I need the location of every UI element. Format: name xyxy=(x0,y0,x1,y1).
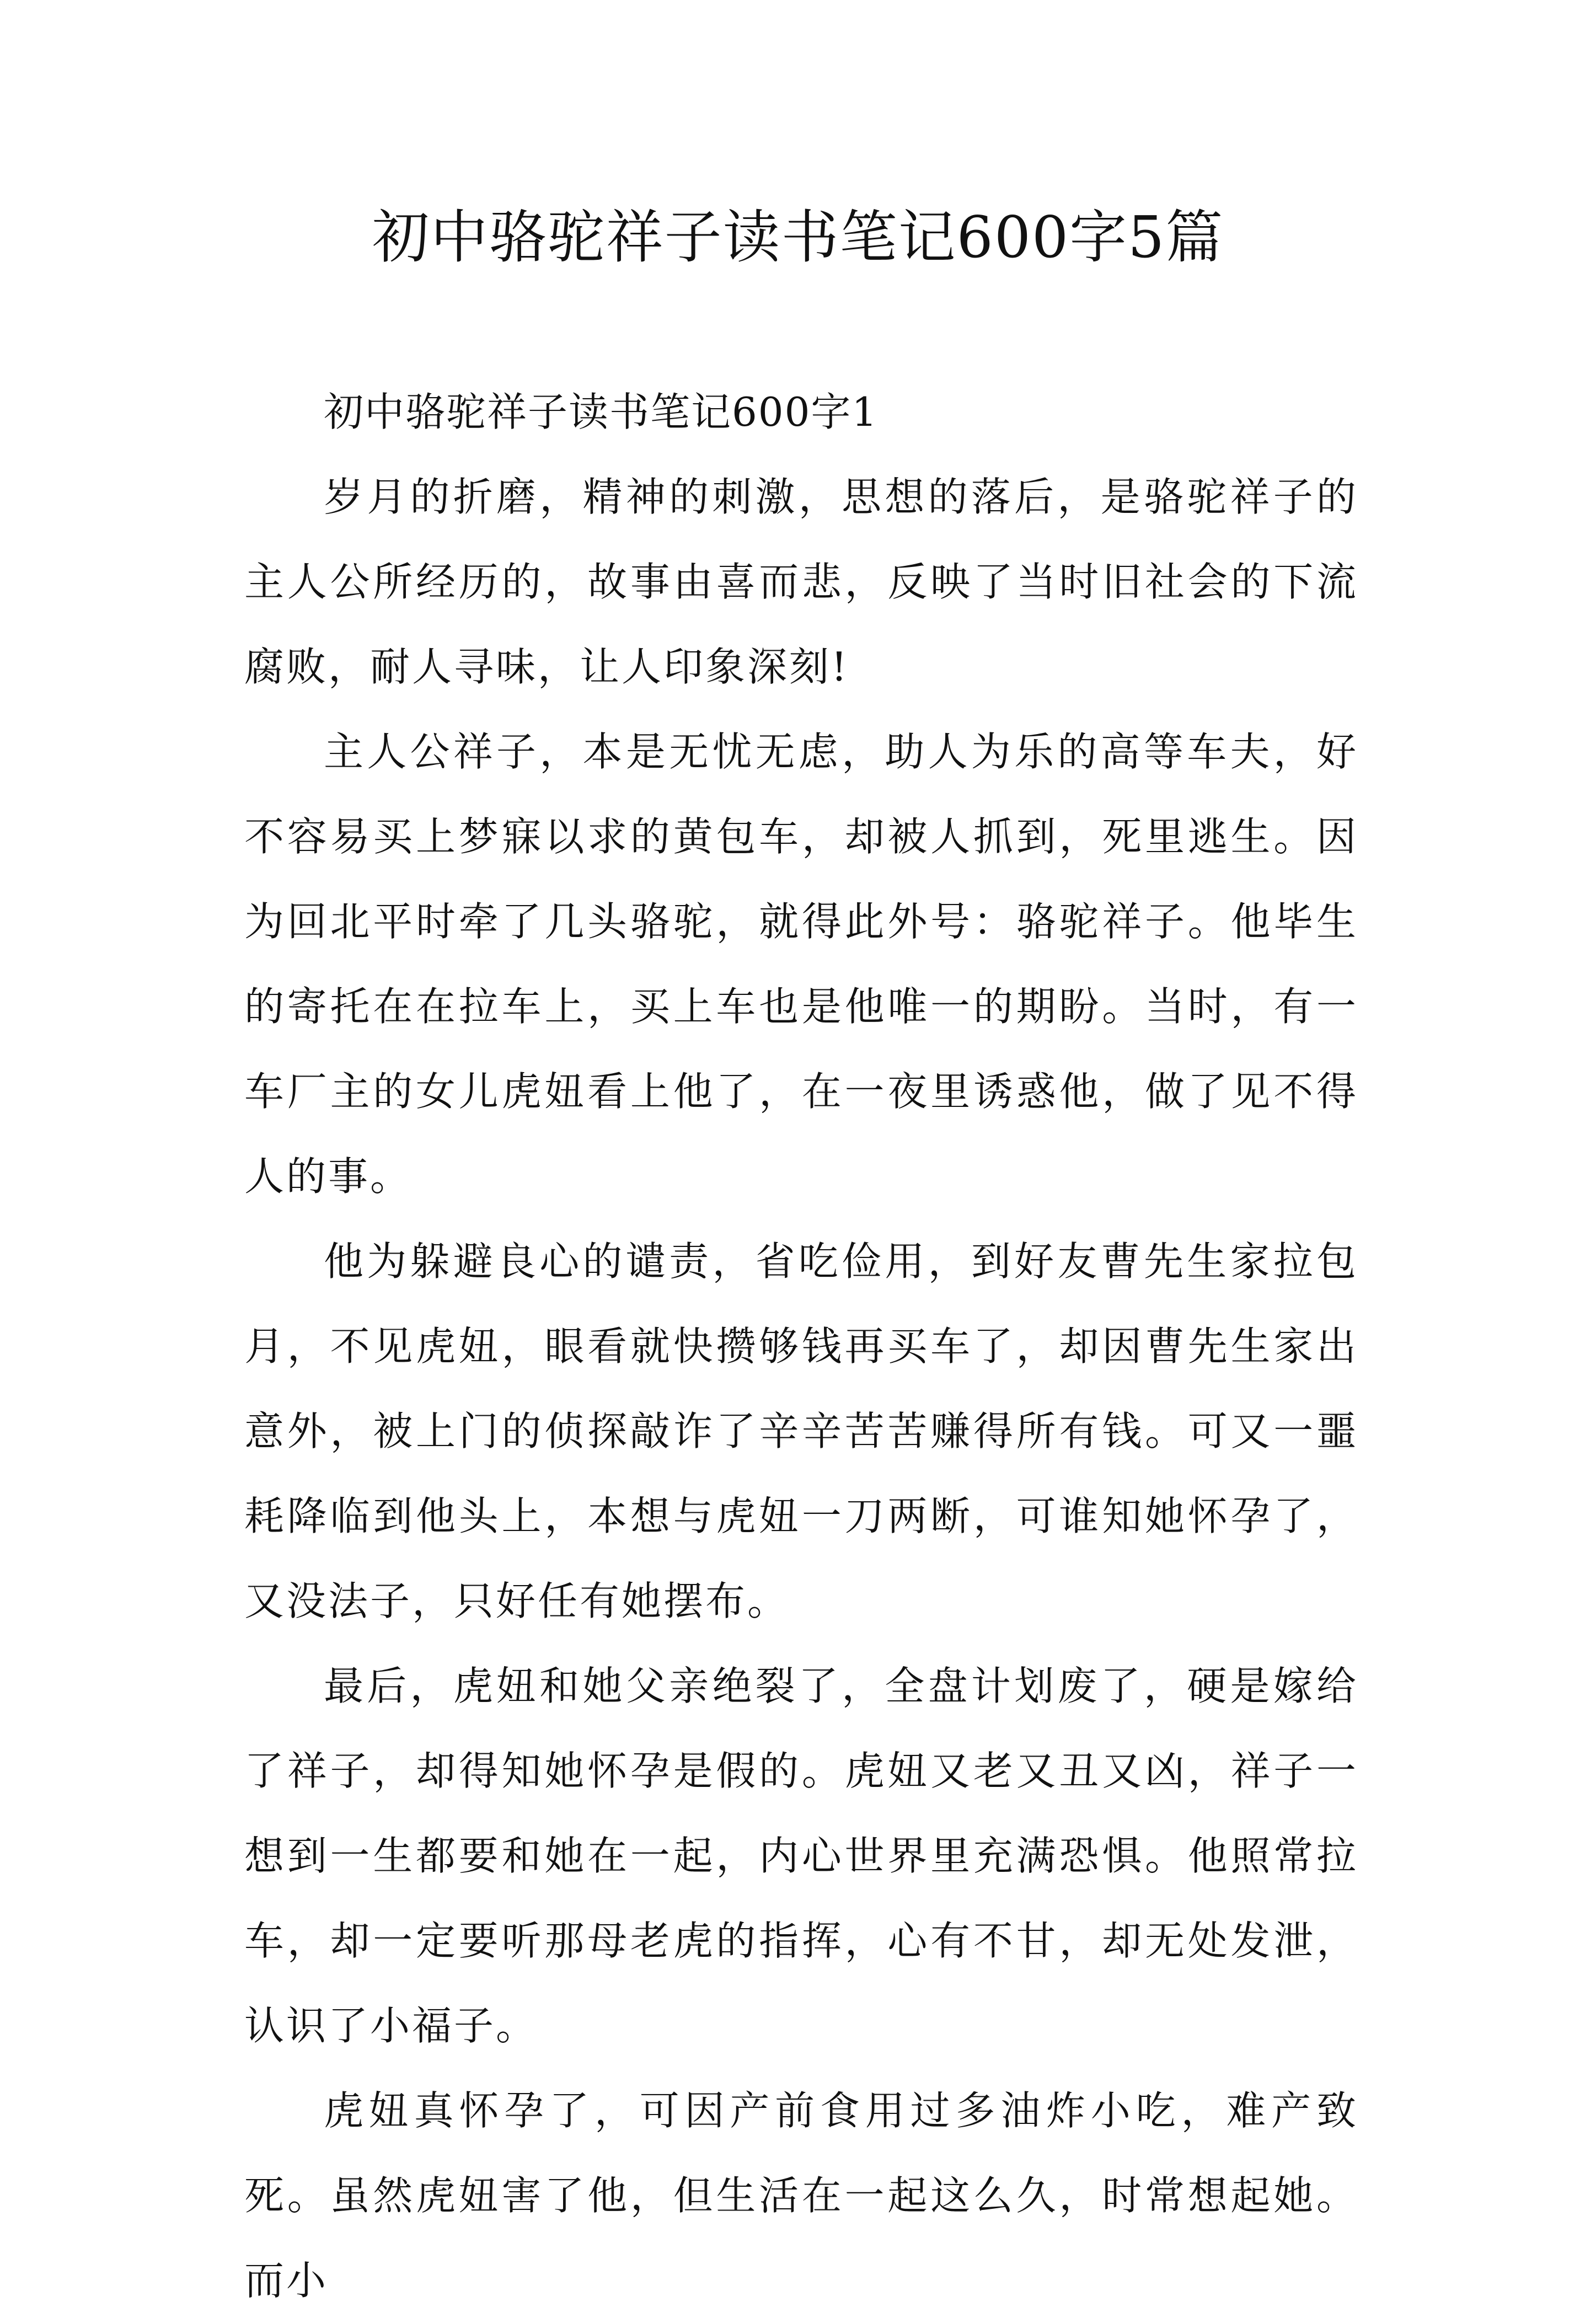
paragraph-3: 他为躲避良心的谴责，省吃俭用，到好友曹先生家拉包月，不见虎妞，眼看就快攒够钱再买车了，却因曹先生家出意外，被上门的侦探敲诈了辛辛苦苦赚得所有钱。可又一噩耗降临到他头上，本想与虎妞一刀两断，可谁知她怀孕了，又没法子，只好任有她摆布。 xyxy=(244,1238,1358,1624)
document-body xyxy=(244,370,1358,2323)
paragraph-2: 主人公祥子，本是无忧无虑，助人为乐的高等车夫，好不容易买上梦寐以求的黄包车，却被人抓到，死里逃生。因为回北平时牵了几头骆驼，就得此外号：骆驼祥子。他毕生的寄托在在拉车上，买上车也是他唯一的期盼。当时，有一车厂主的女儿虎妞看上他了，在一夜里诱惑他，做了见不得人的事。 xyxy=(244,729,1358,1200)
document-title: 初中骆驼祥子读书笔记600字5篇 xyxy=(372,204,1224,271)
paragraph-5: 虎妞真怀孕了，可因产前食用过多油炸小吃，难产致死。虽然虎妞害了他，但生活在一起这么久，时常想起她。而小 xyxy=(244,2088,1358,2304)
paragraph-1: 岁月的折磨，精神的刺激，思想的落后，是骆驼祥子的主人公所经历的，故事由喜而悲，反映了当时旧社会的下流腐败，耐人寻味，让人印象深刻! xyxy=(244,474,1358,690)
paragraph-4: 最后，虎妞和她父亲绝裂了，全盘计划废了，硬是嫁给了祥子，却得知她怀孕是假的。虎妞又老又丑又凶，祥子一想到一生都要和她在一起，内心世界里充满恐惧。他照常拉车，却一定要听那母老虎的指挥，心有不甘，却无处发泄，认识了小福子。 xyxy=(244,1663,1358,2049)
section-heading: 初中骆驼祥子读书笔记600字1 xyxy=(324,389,879,435)
